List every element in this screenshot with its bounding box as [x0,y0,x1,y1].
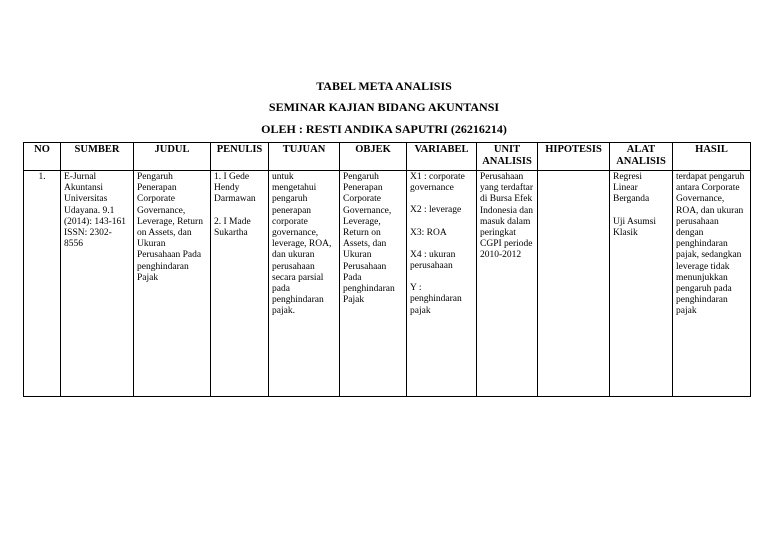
table-row [24,171,751,397]
column-header-alat-analisis: ALAT ANALISIS [610,143,673,171]
author-line: OLEH : RESTI ANDIKA SAPUTRI (26216214) [261,122,507,136]
column-header-hasil: HASIL [673,143,751,171]
cell-objek: Pengaruh Penerapan Corporate Governance, Leverage, Return on Assets, dan Ukuran Perusahaan Pada penghindaran Pajak [340,171,407,397]
penulis-1: 1. I Gede Hendy Darmawan [214,172,256,205]
cell-judul: Pengaruh Penerapan Corporate Governance, Leverage, Return on Assets, dan Ukuran Perusahaan Pada penghindaran Pajak [134,171,211,397]
cell-hasil: terdapat pengaruh antara Corporate Governance, ROA, dan ukuran perusahaan dengan penghindaran pajak, sedangkan leverage tidak menunjukkan pengaruh pada penghindaran pajak [673,171,751,397]
cell-tujuan: untuk mengetahui pengaruh penerapan corporate governance, leverage, ROA, dan ukuran perusahaan secara parsial pada penghindaran pajak. [269,171,340,397]
column-header-unit-analisis: UNIT ANALISIS [477,143,538,171]
alat-analisis-1: Regresi Linear Berganda [613,172,650,205]
column-header-penulis: PENULIS [211,143,269,171]
variabel-x3: X3: ROA [410,227,447,238]
cell-sumber: E-Jurnal Akuntansi Universitas Udayana. 9.1 (2014): 143-161 ISSN: 2302-8556 [61,171,134,397]
column-header-variabel: VARIABEL [407,143,477,171]
column-header-judul: JUDUL [134,143,211,171]
cell-unit-analisis: Perusahaan yang terdaftar di Bursa Efek Indonesia dan masuk dalam peringkat CGPI periode 2010-2012 [477,171,538,397]
cell-variabel [407,171,477,397]
variabel-y: Y : penghindaran pajak [410,283,462,316]
column-header-no: NO [24,143,61,171]
table-header-row [24,143,751,171]
seminar-subtitle: SEMINAR KAJIAN BIDANG AKUNTANSI [268,100,500,114]
column-header-objek: OBJEK [340,143,407,171]
column-header-hipotesis: HIPOTESIS [538,143,610,171]
variabel-x1: X1 : corporate governance [410,172,465,194]
alat-analisis-2: Uji Asumsi Klasik [613,216,657,238]
column-header-tujuan: TUJUAN [269,143,340,171]
variabel-x2: X2 : leverage [410,205,462,216]
variabel-x4: X4 : ukuran perusahaan [410,249,456,272]
penulis-2: 2. I Made Sukartha [214,216,251,238]
meta-analysis-table [23,142,751,397]
cell-penulis [211,171,269,397]
cell-alat-analisis [610,171,673,397]
column-header-sumber: SUMBER [61,143,134,171]
document-title: TABEL META ANALISIS [316,79,452,93]
cell-hipotesis [538,171,610,397]
cell-no: 1. [24,171,61,397]
